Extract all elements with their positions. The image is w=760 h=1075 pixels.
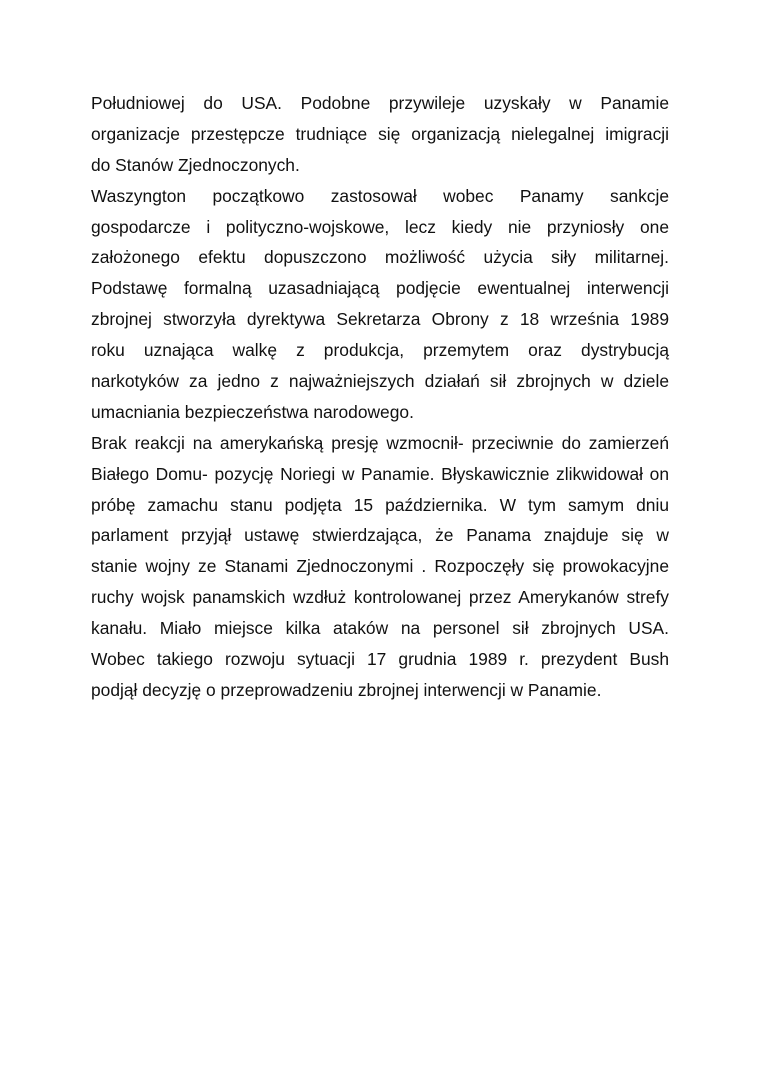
paragraph (91, 181, 669, 428)
text-line: Wobec takiego rozwoju sytuacji 17 grudnia 1989 r. prezydent Bush (91, 649, 669, 670)
text-line: Podstawę formalną uzasadniającą podjęcie ewentualnej interwencji (91, 278, 669, 299)
text-line: próbę zamachu stanu podjęta 15 października. W tym samym dniu (91, 494, 669, 515)
text-line: do Stanów Zjednoczonych. (91, 154, 300, 175)
text-line: stanie wojny ze Stanami Zjednoczonymi . Rozpoczęły się prowokacyjne (91, 556, 669, 577)
text-line: parlament przyjął ustawę stwierdzająca, że Panama znajduje się w (91, 525, 669, 546)
paragraph (91, 88, 669, 181)
text-line: Brak reakcji na amerykańską presję wzmocnił- przeciwnie do zamierzeń (91, 432, 669, 453)
text-line: zbrojnej stworzyła dyrektywa Sekretarza Obrony z 18 września 1989 (91, 309, 669, 330)
text-line: gospodarcze i polityczno-wojskowe, lecz kiedy nie przyniosły one (91, 216, 669, 237)
body-text (91, 88, 669, 706)
text-line: ruchy wojsk panamskich wzdłuż kontrolowanej przez Amerykanów strefy (91, 587, 669, 608)
text-line: Waszyngton początkowo zastosował wobec Panamy sankcje (91, 185, 669, 206)
text-line: roku uznająca walkę z produkcja, przemytem oraz dystrybucją (91, 340, 669, 361)
text-line: narkotyków za jedno z najważniejszych działań sił zbrojnych w dziele (91, 371, 669, 392)
text-line: kanału. Miało miejsce kilka ataków na personel sił zbrojnych USA. (91, 618, 669, 639)
text-line: Południowej do USA. Podobne przywileje uzyskały w Panamie (91, 93, 669, 113)
paragraph (91, 428, 669, 706)
text-line: umacniania bezpieczeństwa narodowego. (91, 401, 414, 422)
text-line: założonego efektu dopuszczono możliwość użycia siły militarnej. (91, 247, 669, 268)
text-line: podjął decyzję o przeprowadzeniu zbrojnej interwencji w Panamie. (91, 679, 602, 700)
text-line: organizacje przestępcze trudniące się organizacją nielegalnej imigracji (91, 123, 669, 144)
text-line: Białego Domu- pozycję Noriegi w Panamie. Błyskawicznie zlikwidował on (91, 463, 669, 484)
